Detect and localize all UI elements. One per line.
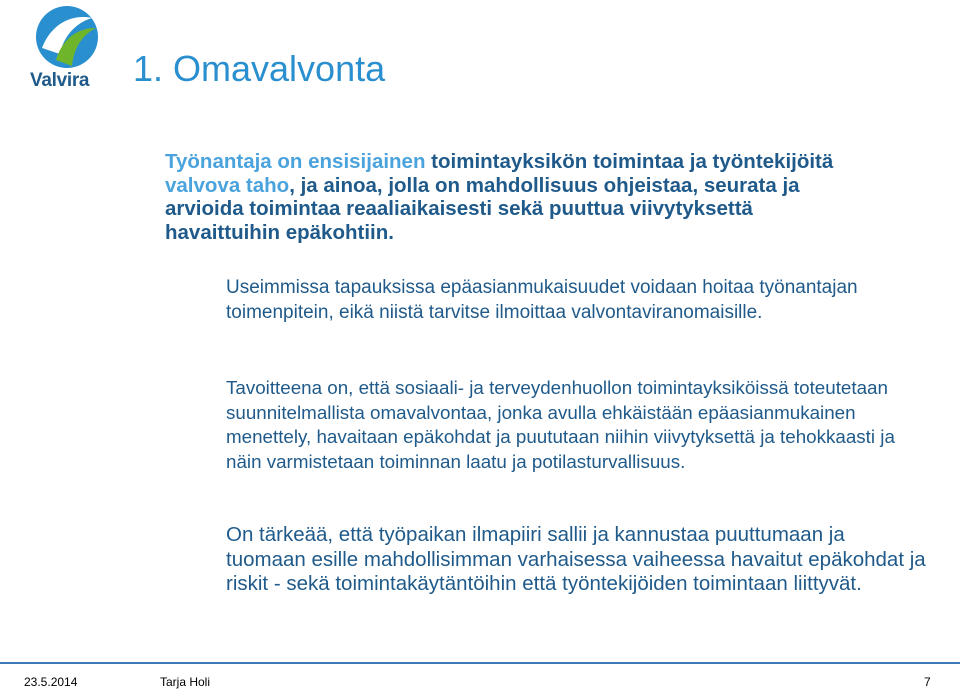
intro-highlight-employer: Työnantaja on ensisijainen bbox=[165, 150, 426, 173]
footer-divider bbox=[0, 662, 960, 664]
intro-text-1: toimintayksikön toimintaa ja työntekijöitä bbox=[425, 150, 834, 173]
logo-text: Valvira bbox=[30, 70, 90, 91]
valvira-logo-icon bbox=[34, 4, 100, 70]
page-number: 7 bbox=[924, 675, 931, 689]
footer-author: Tarja Holi bbox=[160, 675, 211, 689]
footer-date: 23.5.2014 bbox=[24, 675, 78, 689]
page-title: 1. Omavalvonta bbox=[133, 48, 386, 89]
valvira-logo bbox=[24, 4, 114, 90]
intro-highlight-supervisor: valvova taho bbox=[165, 173, 290, 197]
paragraph-workplace-atmosphere: On tärkeää, että työpaikan ilmapiiri sallii ja kannustaa puuttumaan ja tuomaan esille mahdollisimman varhaisessa vaiheessa havaitut epäkohdat ja riskit - sekä toimintakäytäntöihin että työntekijöiden toimintaan liittyvät. bbox=[226, 523, 926, 595]
paragraph-employer-measures: Useimmissa tapauksissa epäasianmukaisuudet voidaan hoitaa työnantajan toimenpitein, eikä niistä tarvitse ilmoittaa valvontaviranomaisille. bbox=[226, 277, 858, 323]
intro-paragraph bbox=[165, 150, 865, 244]
intro-text-2: , ja ainoa, jolla on mahdollisuus ohjeistaa, seurata ja arvioida toimintaa reaaliaikaisesti sekä puuttua viivytyksettä havaittuihin epäkohtiin. bbox=[165, 173, 800, 244]
paragraph-goal: Tavoitteena on, että sosiaali- ja terveydenhuollon toimintayksiköissä toteutetaan suunnitelmallista omavalvontaa, jonka avulla ehkäistään epäasianmukainen menettely, havaitaan epäkohdat ja puututaan niihin viivytyksettä ja tehokkaasti ja näin varmistetaan toiminnan laatu ja potilasturvallisuus. bbox=[226, 377, 895, 472]
